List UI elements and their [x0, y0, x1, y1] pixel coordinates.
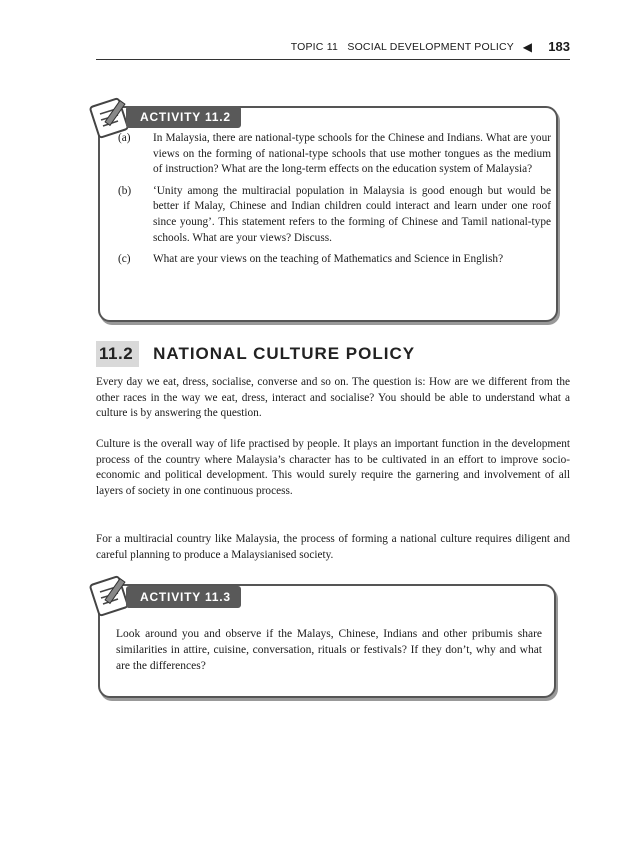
left-triangle-icon: ◀: [522, 40, 532, 54]
activity-11-2-label: ACTIVITY 11.2: [126, 106, 241, 128]
item-text: What are your views on the teaching of Mathematics and Science in English?: [153, 253, 504, 266]
section-title: NATIONAL CULTURE POLICY: [153, 343, 416, 363]
item-label: (c): [118, 253, 131, 266]
section-number: 11.2: [96, 341, 139, 367]
activity-11-3-text: Look around you and observe if the Malays, Chinese, Indians and other pribumis share similarities in attire, cuisine, conversation, rituals or festivals? If they don’t, why and what are the differences?: [116, 628, 542, 672]
item-text: In Malaysia, there are national-type schools for the Chinese and Indians. What are your views on the forming of national-type schools that use mother tongues as the medium of instruction? What are the long-term effects on the education system of Malaysia?: [153, 132, 551, 176]
body-paragraph: Culture is the overall way of life practised by people. It plays an important function in the development process of the country where Malaysia’s character has to be cultivated in an effort to improve socio-economic and political development. This would surely require the garnering and involvement of all layers of society in one continuous process.: [96, 438, 570, 497]
header-topic: TOPIC 11: [290, 41, 338, 53]
page-number: 183: [548, 39, 570, 54]
activity-item-c: [118, 252, 551, 268]
item-label: (a): [118, 132, 131, 144]
activity-item-a: [118, 131, 551, 178]
body-paragraph: Every day we eat, dress, socialise, converse and so on. The question is: How are we different from the other races in the way we eat, dress, interact and socialise? You should be able to understand what a culture is by answering the question.: [96, 376, 570, 420]
activity-item-b: [118, 184, 551, 246]
item-label: (b): [118, 184, 132, 197]
section-heading: [96, 340, 415, 367]
activity-11-2-items: [118, 131, 551, 274]
page-header: [96, 39, 570, 60]
header-title: SOCIAL DEVELOPMENT POLICY: [347, 41, 514, 53]
item-text: ‘Unity among the multiracial population in Malaysia is good enough but would be better if Malay, Chinese and Indian children could interact and learn under one roof since young’. This statement refers to the forming of Chinese and Tamil national-type schools. What are your views? Discuss.: [153, 184, 551, 244]
body-paragraph: For a multiracial country like Malaysia, the process of forming a national culture requires diligent and careful planning to produce a Malaysianised society.: [96, 533, 570, 561]
activity-11-3-label: ACTIVITY 11.3: [126, 586, 241, 608]
